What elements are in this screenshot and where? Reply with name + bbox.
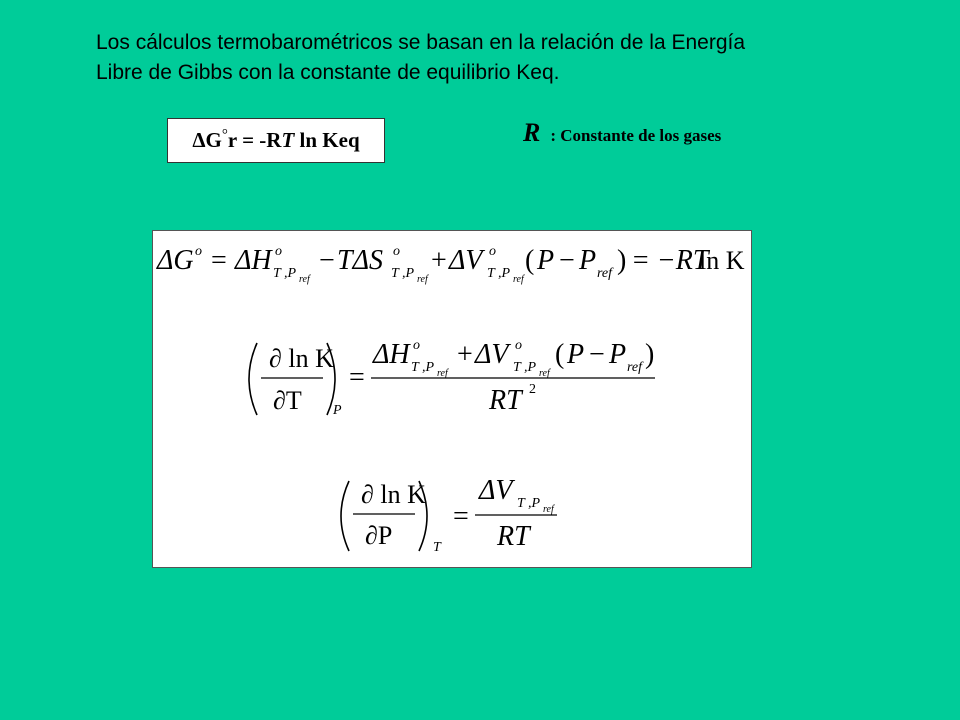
eq2-eq: = [349, 362, 365, 393]
eq2-dH-sub: T ,P [411, 360, 435, 375]
equations-panel [152, 230, 752, 568]
eq3-left-paren [341, 481, 349, 551]
equation-2 [249, 338, 655, 418]
eq1-P: P [537, 245, 555, 276]
eq1-dH-sup: o [275, 244, 282, 259]
eq2-dV-sup: o [515, 338, 522, 353]
eq1-tds-sup: o [393, 244, 400, 259]
eq2-numerator-lnK: ∂ ln K [269, 344, 334, 373]
gibbs-delta: Δ [192, 128, 206, 152]
intro-paragraph [96, 28, 896, 88]
eq1-minus-1: − [319, 245, 335, 276]
eq2-dV-sub: T ,P [513, 360, 537, 375]
eq1-dV-ref: ref [513, 274, 524, 285]
eq2-dH: ΔH [373, 339, 410, 370]
eq2-squared: 2 [529, 382, 536, 397]
equation-1 [156, 244, 745, 285]
eq1-open: ( [525, 245, 535, 276]
gas-constant-note [523, 118, 721, 148]
eq2-close: ) [645, 339, 655, 370]
eq3-dV: ΔV [479, 475, 513, 506]
eq1-tds-ref: ref [417, 274, 428, 285]
eq3-eq: = [453, 501, 469, 532]
gibbs-t: T [281, 128, 295, 152]
eq1-dV: ΔV [449, 245, 483, 276]
eq1-tds: TΔS [337, 245, 384, 276]
eq1-minus-2: − [559, 245, 575, 276]
eq1-dG: ΔG [157, 245, 194, 276]
eq1-eq: = [211, 245, 227, 276]
eq1-dG-sup: o [195, 244, 202, 259]
r-symbol: R [523, 118, 541, 147]
eq3-dV-sub: T ,P [517, 496, 541, 511]
eq2-Pref: P [609, 339, 627, 370]
gibbs-degree: ° [221, 127, 228, 143]
intro-line-2: Libre de Gibbs con la constante de equilibrio Keq. [96, 61, 560, 84]
eq1-plus: + [431, 245, 447, 276]
eq1-dH-ref: ref [299, 274, 310, 285]
eq1-Pref-sub: ref [597, 266, 613, 281]
eq2-dH-sup: o [413, 338, 420, 353]
gibbs-tail: ln Keq [294, 128, 360, 152]
intro-line-1: Los cálculos termobarométricos se basan en la relación de la Energía [96, 31, 746, 54]
eq2-minus: − [589, 339, 605, 370]
eq1-dV-sub: T ,P [487, 266, 511, 281]
eq2-dH-ref: ref [437, 368, 448, 379]
equations-svg [153, 231, 751, 567]
eq1-lnK: ln K [699, 246, 745, 275]
eq2-plus: + [457, 339, 473, 370]
eq2-left-paren [249, 343, 257, 415]
eq3-dV-ref: ref [543, 504, 554, 515]
gibbs-g: G [205, 128, 222, 152]
eq1-Pref: P [579, 245, 597, 276]
eq2-Pref-sub: ref [627, 360, 643, 375]
eq2-dV-ref: ref [539, 368, 550, 379]
eq1-tds-sub: T ,P [391, 266, 415, 281]
equation-3 [341, 475, 557, 555]
eq2-sub-P: P [333, 403, 342, 418]
eq2-open: ( [555, 339, 565, 370]
eq1-rhs: = −RT [631, 245, 709, 276]
eq3-RT: RT [497, 521, 530, 552]
eq3-denominator-P: ∂P [365, 521, 393, 550]
eq2-dV: ΔV [475, 339, 509, 370]
eq1-dV-sup: o [489, 244, 496, 259]
eq2-denominator-T: ∂T [273, 386, 302, 415]
eq2-RT: RT [489, 385, 522, 416]
gibbs-equation-box [167, 118, 385, 163]
eq1-dH-sub: T ,P [273, 266, 297, 281]
r-description: : Constante de los gases [550, 126, 722, 145]
gibbs-rest: r = -R [227, 128, 282, 152]
eq3-numerator-lnK: ∂ ln K [361, 480, 426, 509]
eq1-close: ) [617, 245, 627, 276]
eq3-sub-T: T [433, 540, 441, 555]
eq2-P: P [567, 339, 585, 370]
eq1-dH: ΔH [235, 245, 272, 276]
